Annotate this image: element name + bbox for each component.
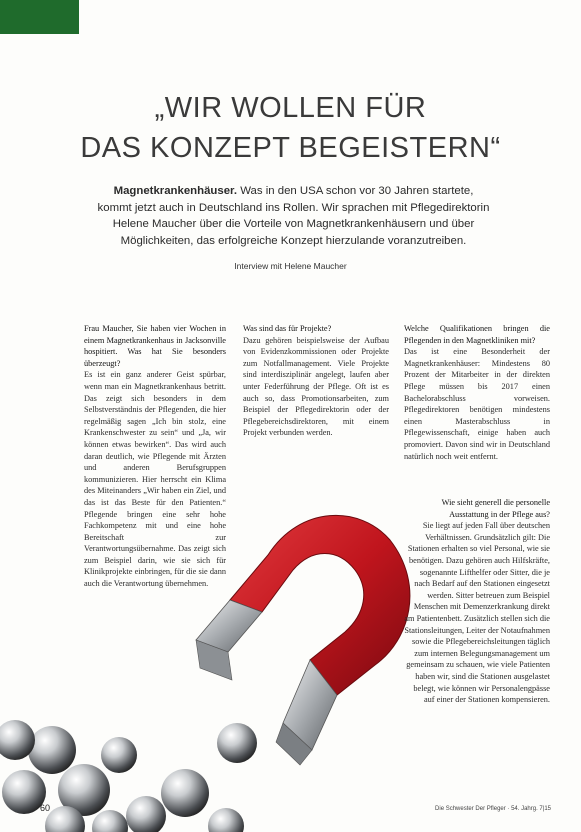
intro-text: Was in den USA schon vor 30 Jahren startete, kommt jetzt auch in Deutschland ins Rollen. Wir sprachen mit Pflegedirektorin Helene Maucher über die Vorteile von Magnetkrankenhäusern und über Möglichkeiten, das erfolgreiche Konzept hierzulande voranzutreiben.	[97, 185, 490, 247]
steel-ball	[208, 808, 244, 832]
magnet-body	[230, 515, 410, 695]
headline-line-1: „WIR WOLLEN FÜR	[154, 92, 427, 124]
steel-ball	[126, 796, 166, 832]
steel-balls	[0, 720, 257, 832]
headline-line-2: DAS KONZEPT BEGEISTERN“	[80, 132, 501, 164]
answer-1: Es ist ein ganz anderer Geist spürbar, wenn man ein Magnetkrankenhaus betritt. Das zeigt sich besonders in dem Selbstverständnis der Pflegenden, die hier regelmäßig sagen „Ich bin stolz, eine Krankenschwester zu sein“ und „Ja, wir können etwas bewirken“. Das wird auch daran deutlich, wie Pflegende mit Ärzten und anderen Berufsgruppen kommunizieren. Hier herrscht ein Klima des Miteinanders „Wir haben ein Ziel, und das ist das Beste für den Patienten.“ Pflegende bringen eine sehr hohe Fachkompetenz mit und eine hohe Bereitschaft zur Verantwortungsübernahme. Das zeigt sich zum Beispiel darin, wie sie sich für Klinikprojekte einbringen, für die sie dann auch die Verantwortung übernehmen.	[84, 370, 226, 589]
question-1: Frau Maucher, Sie haben vier Wochen in einem Magnetkrankenhaus in Jacksonville hospitiert. Was hat Sie besonders überzeugt?	[84, 324, 226, 368]
steel-ball	[161, 769, 209, 817]
steel-ball	[217, 723, 257, 763]
steel-ball	[92, 810, 128, 832]
question-3: Welche Qualifikationen bringen die Pflegenden in den Magnetkliniken mit?	[404, 324, 550, 345]
column-2	[243, 323, 389, 439]
answer-2: Dazu gehören beispielsweise der Aufbau von Evidenzkommissionen oder Projekte zum Notfallmanagement. Viele Projekte sind interdisziplinär angelegt, laufen aber unter Federführung der Pflege. Oft ist es auch so, dass Promotionsarbeiten, zum Beispiel der Pflegedirektorin oder der Pflegebereichsdirektoren, mit einem Projekt verbunden werden.	[243, 335, 389, 438]
question-2: Was sind das für Projekte?	[243, 324, 332, 333]
steel-ball	[101, 737, 137, 773]
answer-3: Das ist eine Besonderheit der Magnetkrankenhäuser: Mindestens 80 Prozent der Mitarbeiter in der direkten Pflege müssen bis 2017 einen Bachelorabschluss vorweisen. Pflegedirektoren benötigen mindestens einen Masterabschluss in Pflegewissenschaft, einige haben auch promoviert. Davon sind wir in Deutschland natürlich noch weit entfernt.	[404, 347, 550, 461]
magazine-footer: Die Schwester Der Pfleger · 54. Jahrg. 7|15	[435, 806, 551, 812]
column-3	[404, 323, 550, 462]
byline: Interview mit Helene Maucher	[234, 261, 347, 271]
answer-4: Sie liegt auf jeden Fall über deutschen Verhältnissen. Grundsätzlich gilt: Die Stationen erhalten so viel Personal, wie sie benötigen. Dazu gehören auch Hilfskräfte, sogenannte Lifthelfer oder Sitter, die je nach Bedarf auf den Stationen eingesetzt werden. Sitter betreuen zum Beispiel Menschen mit Demenzerkrankung direkt am Patientenbett. Zusätzlich stellen sich die Stationsleitungen, Leiter der Notaufnahmen sowie die Pflegebereichsleitungen täglich zum internen Belegungsmanagement um gemeinsam zu schauen, wie viele Patienten haben wir, sind die Stationen ausgelastet belegt, wie können wir Personalengpässe auf einer der Stationen kompensieren.	[404, 521, 550, 705]
question-4: Wie sieht generell die personelle Ausstattung in der Pflege aus?	[441, 498, 550, 519]
page-number: 60	[40, 803, 51, 813]
intro-lead: Magnetkrankenhäuser.	[113, 185, 238, 197]
steel-ball	[28, 726, 76, 774]
column-3-lower	[404, 497, 550, 706]
column-1	[84, 323, 226, 590]
